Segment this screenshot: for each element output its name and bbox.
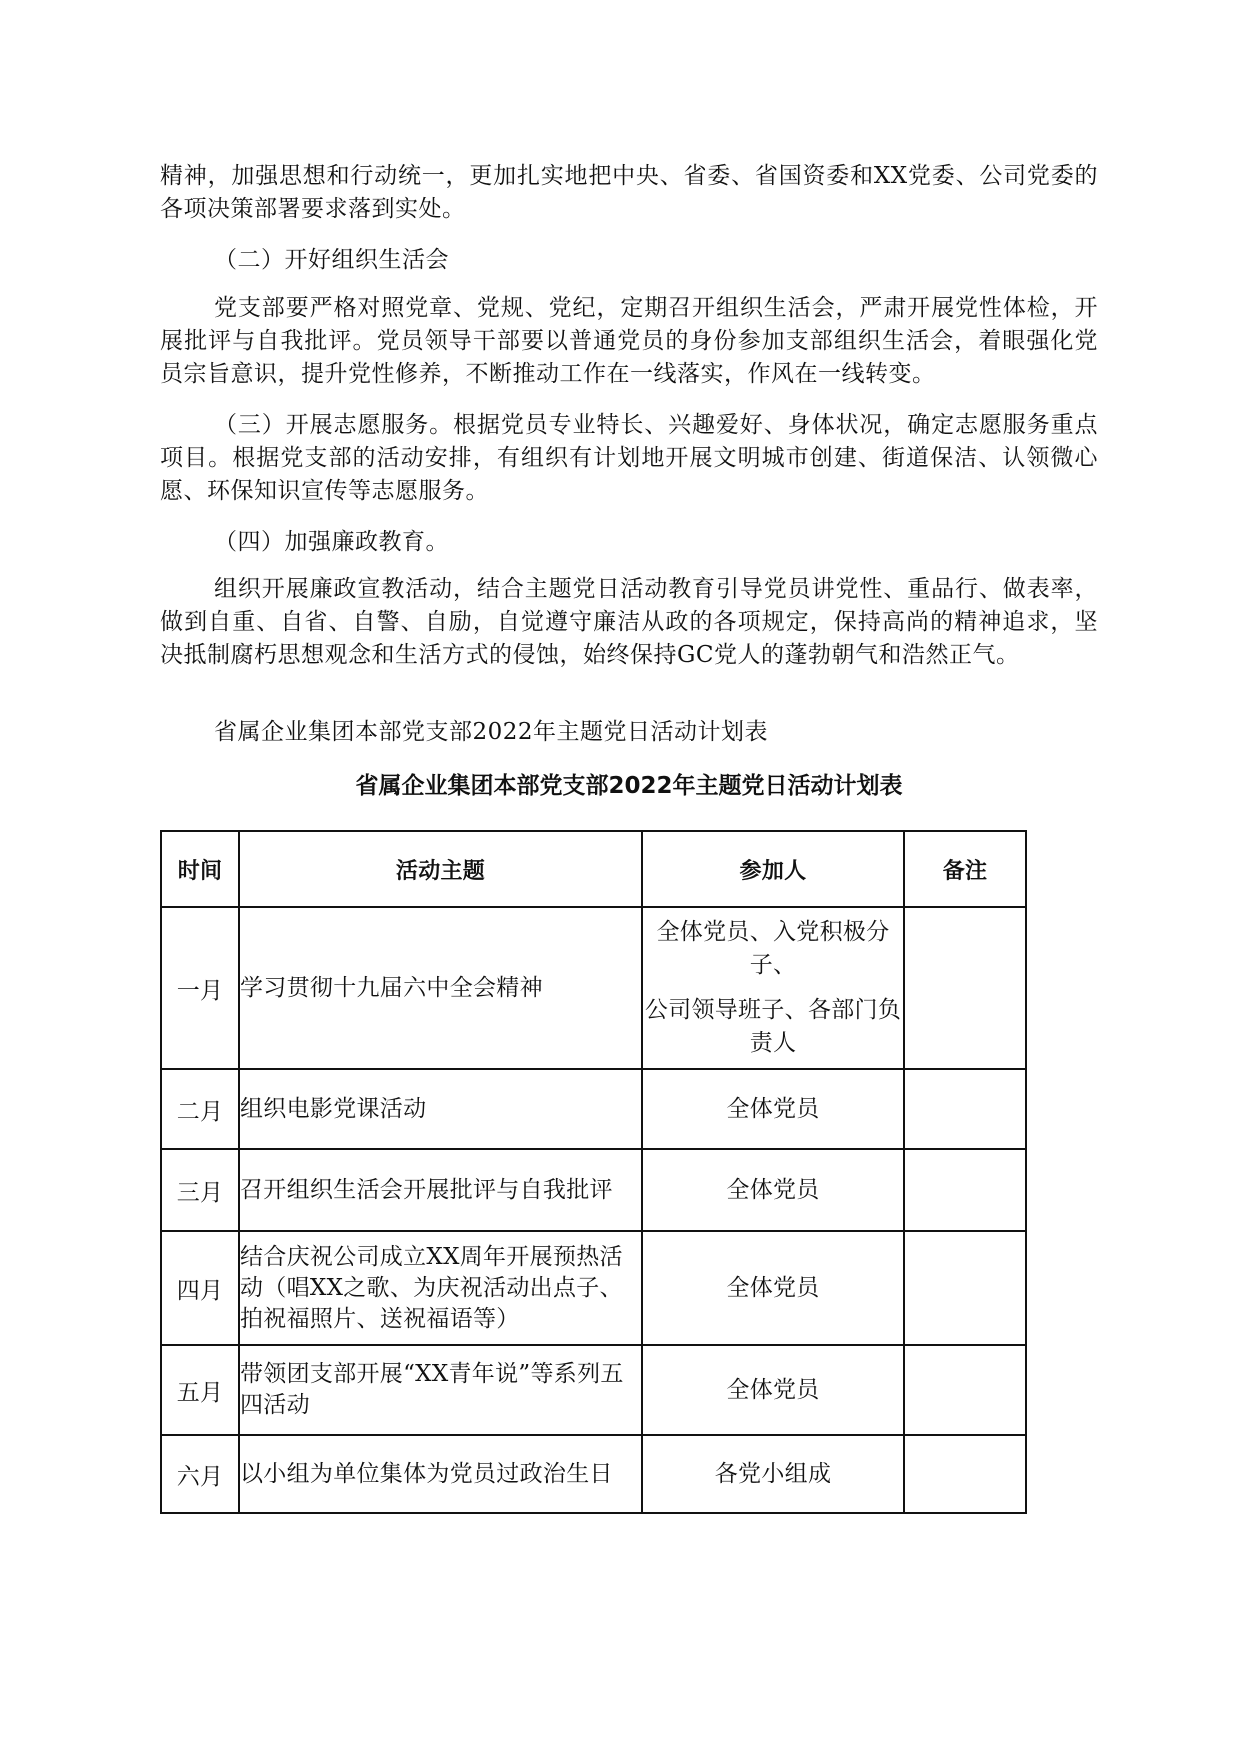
section-heading-integrity-education: （四）加强廉政教育。 <box>214 529 449 555</box>
cell-theme: 学习贯彻十九届六中全会精神 <box>239 907 642 1069</box>
cell-theme: 组织电影党课活动 <box>239 1069 642 1149</box>
cell-time: 四月 <box>161 1231 239 1345</box>
header-notes: 备注 <box>904 831 1026 907</box>
paragraph-integrity-education: 组织开展廉政宣教活动，结合主题党日活动教育引导党员讲党性、重品行、做表率，做到自重、自省、自警、自励，自觉遵守廉洁从政的各项规定，保持高尚的精神追求，坚决抵制腐朽思想观念和生活方式的侵蚀，始终保持GC党人的蓬勃朝气和浩然正气。 <box>160 576 1098 668</box>
table-title: 省属企业集团本部党支部2022年主题党日活动计划表 <box>355 773 903 799</box>
cell-participants: 全体党员 <box>642 1231 904 1345</box>
participants-line-leaders: 公司领导班子、各部门负责人 <box>644 997 902 1056</box>
cell-notes <box>904 1069 1026 1149</box>
participants-gap <box>643 982 903 994</box>
header-participants: 参加人 <box>642 831 904 907</box>
activity-plan-table <box>160 830 1027 1514</box>
table-row <box>161 1345 1026 1435</box>
cell-participants: 全体党员 <box>642 1069 904 1149</box>
paragraph-volunteer-service: （三）开展志愿服务。根据党员专业特长、兴趣爱好、身体状况，确定志愿服务重点项目。根据党支部的活动安排，有组织有计划地开展文明城市创建、街道保洁、认领微心愿、环保知识宣传等志愿服务。 <box>160 412 1098 504</box>
table-row <box>161 1149 1026 1231</box>
cell-theme: 召开组织生活会开展批评与自我批评 <box>239 1149 642 1231</box>
table-caption-line: 省属企业集团本部党支部2022年主题党日活动计划表 <box>214 719 769 745</box>
cell-theme: 带领团支部开展“XX青年说”等系列五四活动 <box>239 1345 642 1435</box>
cell-notes <box>904 1345 1026 1435</box>
cell-time: 六月 <box>161 1435 239 1513</box>
header-theme: 活动主题 <box>239 831 642 907</box>
table-row <box>161 1435 1026 1513</box>
cell-time: 一月 <box>161 907 239 1069</box>
cell-notes <box>904 1231 1026 1345</box>
table-row <box>161 907 1026 1069</box>
header-time: 时间 <box>161 831 239 907</box>
cell-theme: 以小组为单位集体为党员过政治生日 <box>239 1435 642 1513</box>
paragraph-continuation: 精神，加强思想和行动统一，更加扎实地把中央、省委、省国资委和XX党委、公司党委的各项决策部署要求落到实处。 <box>160 163 1098 222</box>
table-row <box>161 1069 1026 1149</box>
cell-time: 五月 <box>161 1345 239 1435</box>
table-row <box>161 1231 1026 1345</box>
participants-line-members: 全体党员、入党积极分子、 <box>656 919 890 978</box>
cell-time: 二月 <box>161 1069 239 1149</box>
cell-notes <box>904 1149 1026 1231</box>
section-heading-organization-life: （二）开好组织生活会 <box>214 247 449 273</box>
table-header-row <box>161 831 1026 907</box>
cell-participants: 全体党员 <box>642 1149 904 1231</box>
cell-participants <box>642 907 904 1069</box>
cell-theme: 结合庆祝公司成立XX周年开展预热活动（唱XX之歌、为庆祝活动出点子、拍祝福照片、送祝福语等） <box>239 1231 642 1345</box>
cell-participants: 全体党员 <box>642 1345 904 1435</box>
paragraph-organization-life: 党支部要严格对照党章、党规、党纪，定期召开组织生活会，严肃开展党性体检，开展批评与自我批评。党员领导干部要以普通党员的身份参加支部组织生活会，着眼强化党员宗旨意识，提升党性修养，不断推动工作在一线落实，作风在一线转变。 <box>160 295 1098 387</box>
cell-notes <box>904 907 1026 1069</box>
cell-time: 三月 <box>161 1149 239 1231</box>
cell-notes <box>904 1435 1026 1513</box>
cell-participants: 各党小组成 <box>642 1435 904 1513</box>
